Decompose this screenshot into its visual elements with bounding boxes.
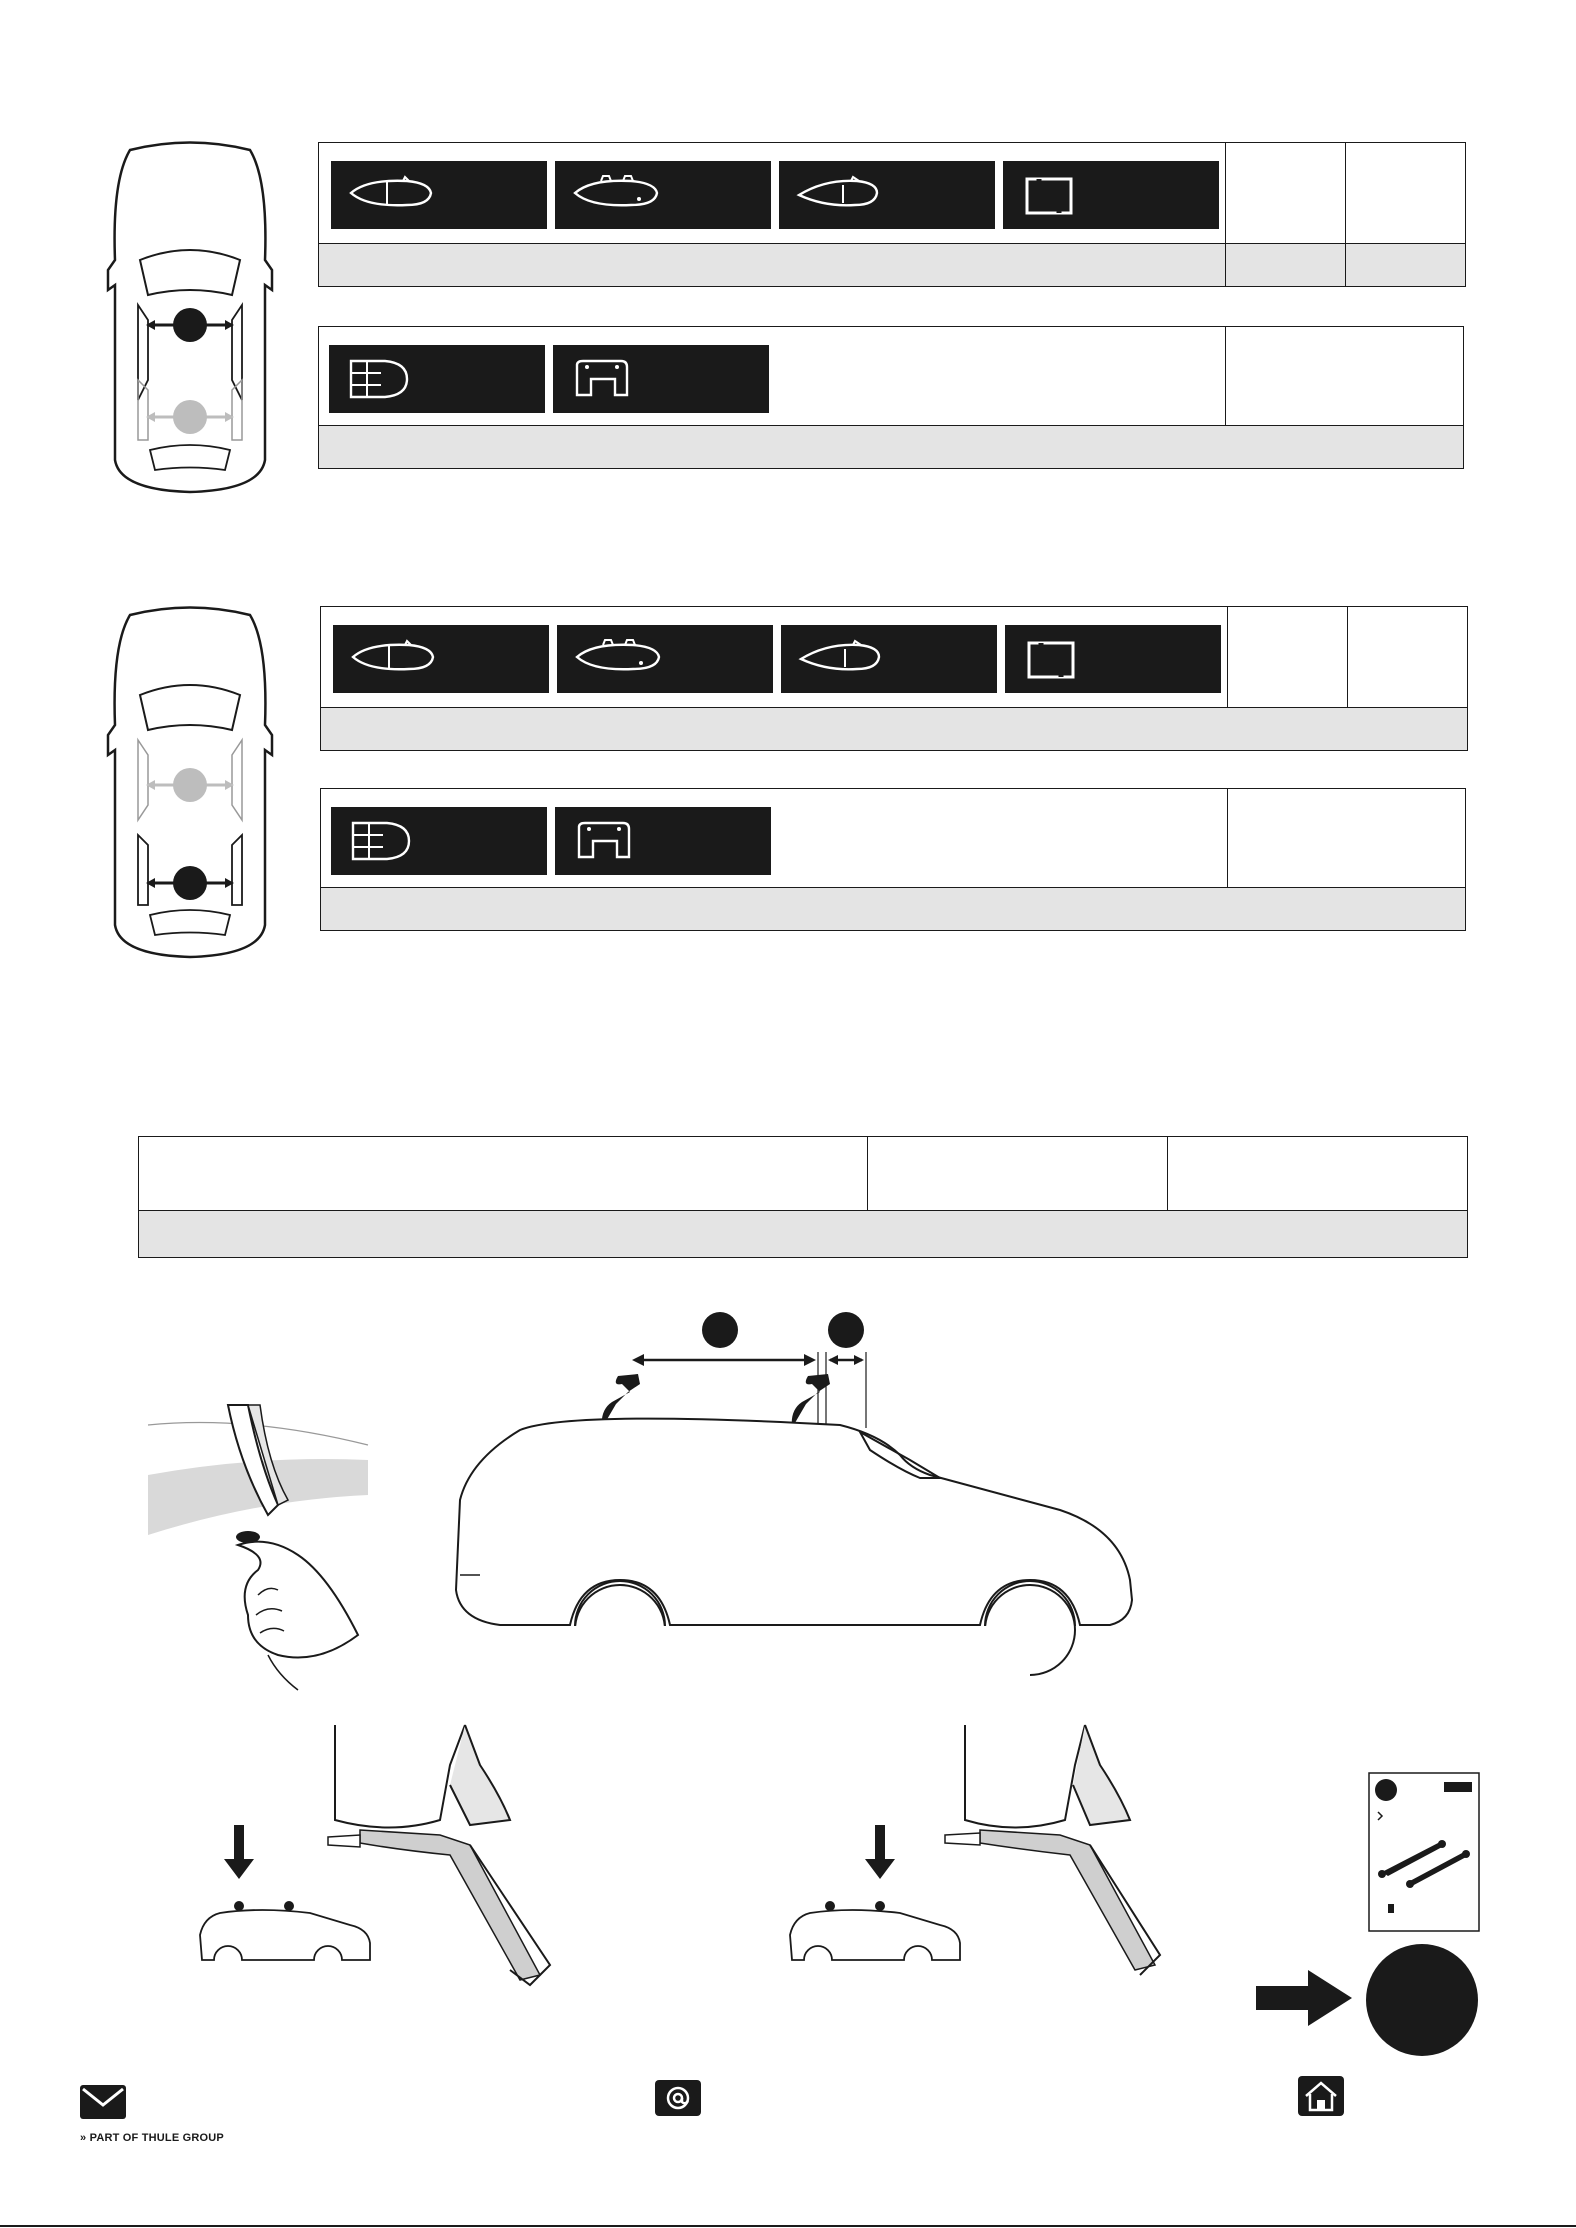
fit-table-front-bars xyxy=(318,142,1466,287)
at-sign-icon[interactable] xyxy=(655,2080,701,2116)
squarebar-profile xyxy=(1003,161,1219,229)
wingbar-evo-profile xyxy=(331,161,547,229)
wingbar-edge-profile-rear xyxy=(557,625,773,693)
brand-tagline: » PART OF THULE GROUP xyxy=(80,2132,224,2144)
slidebar-profile xyxy=(779,161,995,229)
car-side-view-measurement xyxy=(440,1300,1160,1680)
wingbar-evo-profile-rear xyxy=(333,625,549,693)
next-manual-thumbnail xyxy=(1368,1772,1480,1932)
probar-alt-profile xyxy=(553,345,769,413)
probar-profile xyxy=(329,345,545,413)
small-car-rear-foot-arrow xyxy=(780,1825,980,1985)
fit-table-front-bars-alt xyxy=(318,326,1464,469)
car-top-view-front-position xyxy=(100,140,280,500)
probar-alt-profile-rear xyxy=(555,807,771,875)
fit-table-rear-bars-alt xyxy=(320,788,1466,931)
envelope-icon[interactable] xyxy=(80,2085,126,2119)
fit-table-rear-bars xyxy=(320,606,1468,751)
measurement-table xyxy=(138,1136,1468,1258)
home-icon[interactable] xyxy=(1298,2076,1344,2116)
next-step-circle[interactable] xyxy=(1366,1944,1478,2056)
small-car-front-foot-arrow xyxy=(190,1825,390,1985)
door-seal-hand-illustration xyxy=(148,1405,388,1690)
wingbar-edge-profile xyxy=(555,161,771,229)
squarebar-profile-rear xyxy=(1005,625,1221,693)
probar-profile-rear xyxy=(331,807,547,875)
footer-divider xyxy=(0,2225,1576,2227)
chevron-right-icon: » xyxy=(80,2132,87,2144)
car-top-view-rear-position xyxy=(100,605,280,965)
slidebar-profile-rear xyxy=(781,625,997,693)
arrow-right-icon xyxy=(1256,1970,1356,2026)
